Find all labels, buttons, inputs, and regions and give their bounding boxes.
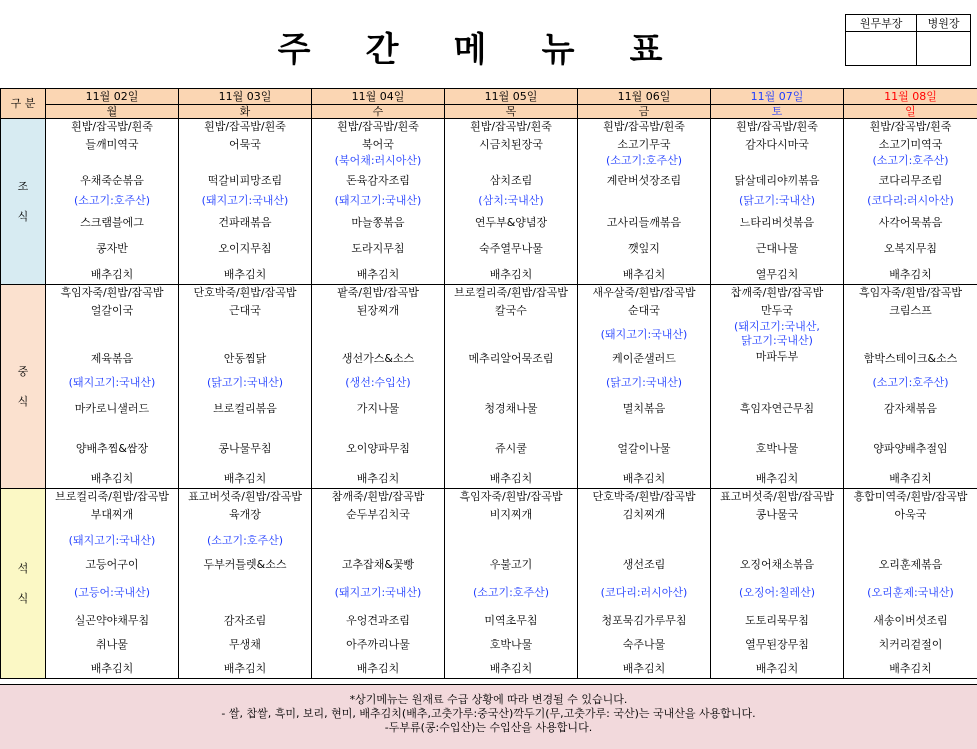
menu-item: 찹깨죽/흰밥/잡곡밥: [730, 286, 824, 299]
menu-item: 고사리들깨볶음: [606, 216, 682, 229]
menu-item: 쥬시쿨: [495, 442, 527, 455]
menu-item: 북어국: [362, 138, 394, 151]
menu-item: 청포묵김가루무침: [601, 614, 687, 627]
menu-item: 케이준샐러드: [612, 352, 676, 365]
menu-item: 미역초무침: [484, 614, 538, 627]
day-date: 11월 06일: [578, 89, 711, 105]
menu-item: 떡갈비피망조림: [207, 174, 283, 187]
day-name: 목: [445, 105, 578, 119]
menu-item: 배추김치: [489, 472, 533, 485]
menu-item: 열무김치: [755, 268, 799, 281]
menu-item: 아욱국: [894, 508, 927, 521]
approval-box: [845, 14, 971, 66]
menu-item: 느타리버섯볶음: [739, 216, 815, 229]
approval-sign-1: [846, 32, 917, 66]
origin-note: (닭고기:국내산): [738, 194, 816, 207]
menu-item: 안동찜닭: [223, 352, 267, 365]
day-name: 월: [46, 105, 179, 119]
menu-item: 마파두부: [755, 350, 799, 363]
menu-cell: [711, 489, 844, 679]
menu-item: 숙주나물: [622, 638, 666, 651]
menu-item: 콩나물무침: [218, 442, 272, 455]
day-name: 화: [179, 105, 312, 119]
meal-row-bf: [1, 119, 977, 285]
menu-item: 흑임자죽/흰밥/잡곡밥: [459, 490, 563, 503]
menu-item: 배추김치: [622, 472, 666, 485]
origin-note: (소고기:호주산): [472, 586, 550, 599]
menu-cell: [711, 119, 844, 285]
menu-item: 우엉견과조림: [346, 614, 410, 627]
menu-item: 얼갈이나물: [617, 442, 671, 455]
menu-item: 표고버섯죽/흰밥/잡곡밥: [188, 490, 302, 503]
menu-item: 배추김치: [622, 662, 666, 675]
menu-item: 배추김치: [90, 472, 134, 485]
origin-note: (소고기:호주산): [206, 534, 284, 547]
menu-item: 근대나물: [755, 242, 799, 255]
day-date: 11월 04일: [312, 89, 445, 105]
menu-item: 오리훈제볶음: [878, 558, 943, 571]
menu-cell: [844, 285, 977, 489]
menu-item: 새우살죽/흰밥/잡곡밥: [592, 286, 696, 299]
menu-item: 배추김치: [755, 662, 799, 675]
menu-cell: [312, 285, 445, 489]
menu-item: 순대국: [628, 304, 660, 317]
menu-item: 콩나물국: [755, 508, 799, 521]
menu-item: 흥합미역죽/흰밥/잡곡밥: [853, 490, 968, 503]
menu-item: 부대찌개: [90, 508, 134, 521]
menu-item: 치커리겉절이: [878, 638, 943, 651]
menu-item: 아주까리나물: [346, 638, 410, 651]
origin-note: (돼지고기:국내산): [201, 194, 289, 207]
origin-note: (오징어:칠레산): [738, 586, 816, 599]
menu-table: [0, 88, 977, 679]
menu-item: 흰밥/잡곡밥/흰죽: [204, 120, 286, 133]
menu-cell: [312, 489, 445, 679]
day-name: 금: [578, 105, 711, 119]
menu-item: 도라지무침: [351, 242, 405, 255]
meal-label: 조 식: [1, 119, 46, 285]
menu-item: 취나물: [96, 638, 128, 651]
menu-cell: [578, 489, 711, 679]
day-date: 11월 05일: [445, 89, 578, 105]
menu-item: 육개장: [229, 508, 261, 521]
menu-item: 고등어구이: [85, 558, 139, 571]
menu-item: 호박나물: [489, 638, 533, 651]
menu-item: 청경채나물: [484, 402, 538, 415]
title-area: [0, 0, 977, 88]
menu-item: 참깨죽/흰밥/잡곡밥: [331, 490, 425, 503]
menu-item: 숙주열무나물: [479, 242, 543, 255]
origin-note: (돼지고기:국내산): [68, 534, 156, 547]
origin-note: (소고기:호주산): [73, 194, 151, 207]
menu-item: 돈육감자조림: [346, 174, 410, 187]
title-char: 간: [365, 30, 399, 70]
origin-note: (오리훈제:국내산): [867, 586, 954, 599]
menu-item: 건파래볶음: [218, 216, 272, 229]
menu-item: 단호박죽/흰밥/잡곡밥: [592, 490, 696, 503]
menu-item: 스크램블에그: [80, 216, 144, 229]
menu-item: 닭살데리야끼볶음: [734, 174, 820, 187]
date-row: [1, 89, 977, 105]
menu-cell: [445, 119, 578, 285]
menu-item: 마카로니샐러드: [74, 402, 150, 415]
menu-item: 우불고기: [489, 558, 533, 571]
menu-cell: [179, 119, 312, 285]
menu-item: 열무된장무침: [745, 638, 809, 651]
menu-item: 표고버섯죽/흰밥/잡곡밥: [720, 490, 834, 503]
title-char: 메: [453, 30, 487, 70]
menu-item: 흰밥/잡곡밥/흰죽: [337, 120, 419, 133]
menu-item: 배추김치: [622, 268, 666, 281]
menu-item: 깻잎지: [628, 242, 660, 255]
menu-cell: [179, 285, 312, 489]
menu-item: 계란버섯장조림: [606, 174, 682, 187]
menu-item: 양파양배추절임: [873, 442, 948, 455]
menu-item: 배추김치: [755, 472, 799, 485]
menu-item: 제육볶음: [90, 352, 134, 365]
menu-item: 만두국: [761, 304, 793, 317]
meal-row-lu: [1, 285, 977, 489]
menu-item: 연두부&양념장: [474, 216, 548, 229]
footer-line: *상기메뉴는 원재료 수급 상황에 따라 변경될 수 있습니다.: [349, 693, 628, 706]
menu-item: 팥죽/흰밥/잡곡밥: [337, 286, 419, 299]
origin-note: (돼지고기:국내산): [334, 194, 422, 207]
origin-note: (삼치:국내산): [478, 194, 544, 207]
menu-item: 오이지무침: [218, 242, 272, 255]
menu-item: 고추잡채&꽃빵: [341, 558, 415, 571]
menu-item: 코다리무조림: [878, 174, 943, 187]
menu-item: 배추김치: [90, 662, 134, 675]
menu-item: 브로컬리죽/흰밥/잡곡밥: [454, 286, 568, 299]
origin-note: (소고기:호주산): [605, 154, 683, 167]
menu-item: 단호박죽/흰밥/잡곡밥: [193, 286, 297, 299]
menu-item: 메추리알어묵조림: [468, 352, 554, 365]
menu-item: 가지나물: [356, 402, 400, 415]
origin-note: (북어채:러시아산): [334, 154, 422, 167]
menu-item: 배추김치: [90, 268, 134, 281]
menu-item: 칼국수: [495, 304, 527, 317]
footer-line: - 쌀, 찹쌀, 흑미, 보리, 현미, 배추김치(배추,고춧가루:중국산)깍두기(무,고춧가루: 국산)는 국내산을 사용합니다.: [221, 707, 756, 720]
menu-item: 배추김치: [889, 472, 932, 485]
menu-item: 김치찌개: [622, 508, 666, 521]
day-name: 일: [844, 105, 977, 119]
menu-item: 흑임자죽/흰밥/잡곡밥: [60, 286, 164, 299]
menu-cell: [445, 489, 578, 679]
menu-cell: [578, 285, 711, 489]
menu-item: 배추김치: [889, 268, 932, 281]
menu-item: 흰밥/잡곡밥/흰죽: [470, 120, 552, 133]
origin-note: (돼지고기:국내산): [334, 586, 422, 599]
menu-item: 오징어채소볶음: [739, 558, 815, 571]
menu-item: 감자다시마국: [745, 138, 809, 151]
menu-item: 배추김치: [489, 268, 533, 281]
day-name: 수: [312, 105, 445, 119]
menu-item: 배추김치: [223, 662, 267, 675]
menu-item: 비지찌개: [489, 508, 533, 521]
menu-item: 오복지무침: [883, 242, 938, 255]
menu-item: 흑임자죽/흰밥/잡곡밥: [858, 286, 963, 299]
menu-item: 된장찌개: [356, 304, 400, 317]
menu-item: 흰밥/잡곡밥/흰죽: [869, 120, 952, 133]
menu-item: 소고기무국: [617, 138, 671, 151]
title-char: 뉴: [541, 30, 575, 70]
approval-sign-2: [917, 32, 971, 66]
meal-label: 석 식: [1, 489, 46, 679]
menu-cell: [46, 119, 179, 285]
footer-line: -두부류(콩:수입산)는 수입산을 사용합니다.: [384, 721, 593, 734]
title-char: 주: [277, 30, 311, 70]
origin-note: 닭고기:국내산): [741, 334, 813, 347]
origin-note: (닭고기:국내산): [206, 376, 284, 389]
menu-item: 얼갈이국: [90, 304, 134, 317]
origin-note: (소고기:호주산): [872, 154, 949, 167]
menu-item: 배추김치: [356, 662, 400, 675]
menu-item: 흰밥/잡곡밥/흰죽: [603, 120, 685, 133]
menu-item: 배추김치: [489, 662, 533, 675]
menu-cell: [46, 489, 179, 679]
day-name: 토: [711, 105, 844, 119]
menu-cell: [312, 119, 445, 285]
menu-item: 흰밥/잡곡밥/흰죽: [71, 120, 153, 133]
page-title: [250, 22, 690, 71]
menu-item: 마늘쫑볶음: [351, 216, 405, 229]
menu-item: 브로컬리볶음: [213, 402, 277, 415]
origin-note: (닭고기:국내산): [605, 376, 683, 389]
menu-item: 멸치볶음: [622, 402, 666, 415]
menu-item: 들깨미역국: [85, 138, 139, 151]
origin-note: (생선:수입산): [345, 376, 411, 389]
menu-item: 배추김치: [889, 662, 932, 675]
menu-cell: [445, 285, 578, 489]
menu-item: 양배추찜&쌈장: [75, 442, 149, 455]
menu-item: 함박스테이크&소스: [863, 352, 958, 365]
menu-item: 새송이버섯조림: [873, 614, 948, 627]
menu-item: 오이양파무침: [346, 442, 410, 455]
menu-item: 배추김치: [356, 472, 400, 485]
origin-note: (소고기:호주산): [872, 376, 949, 389]
footer-notes: [0, 684, 977, 749]
menu-item: 호박나물: [755, 442, 799, 455]
menu-item: 배추김치: [356, 268, 400, 281]
menu-item: 사각어묵볶음: [878, 216, 943, 229]
approval-label-2: 병원장: [917, 15, 971, 32]
menu-item: 배추김치: [223, 472, 267, 485]
origin-note: (돼지고기:국내산): [68, 376, 156, 389]
menu-cell: [844, 489, 977, 679]
menu-cell: [578, 119, 711, 285]
menu-cell: [46, 285, 179, 489]
day-row: [1, 105, 977, 119]
meal-row-di: [1, 489, 977, 679]
menu-item: 생선조림: [622, 558, 666, 571]
menu-item: 생선가스&소스: [341, 352, 415, 365]
menu-cell: [711, 285, 844, 489]
day-date: 11월 07일: [711, 89, 844, 105]
menu-item: 삼치조림: [489, 174, 533, 187]
menu-item: 어묵국: [229, 138, 261, 151]
day-date: 11월 03일: [179, 89, 312, 105]
meal-label: 중 식: [1, 285, 46, 489]
menu-item: 감자채볶음: [883, 402, 938, 415]
menu-item: 두부커틀렛&소스: [203, 558, 287, 571]
origin-note: (코다리:러시아산): [867, 194, 954, 207]
origin-note: (고등어:국내산): [73, 586, 151, 599]
menu-item: 감자조림: [223, 614, 267, 627]
menu-item: 시금치된장국: [479, 138, 543, 151]
menu-item: 순두부김치국: [346, 508, 410, 521]
origin-note: (돼지고기:국내산): [600, 328, 688, 341]
origin-note: (돼지고기:국내산,: [734, 320, 820, 333]
menu-cell: [844, 119, 977, 285]
gubun-label: 구 분: [1, 89, 46, 119]
menu-item: 도토리묵무침: [745, 614, 809, 627]
menu-item: 배추김치: [223, 268, 267, 281]
menu-item: 근대국: [229, 304, 261, 317]
title-char: 표: [629, 30, 663, 70]
menu-item: 실곤약야채무침: [74, 614, 150, 627]
menu-item: 흑임자연근무침: [739, 402, 815, 415]
menu-item: 크림스프: [889, 304, 932, 317]
day-date: 11월 02일: [46, 89, 179, 105]
day-date: 11월 08일: [844, 89, 977, 105]
menu-item: 우채죽순볶음: [80, 174, 144, 187]
menu-item: 콩자반: [96, 242, 128, 255]
menu-item: 브로컬리죽/흰밥/잡곡밥: [55, 490, 169, 503]
menu-item: 소고기미역국: [878, 138, 943, 151]
origin-note: (코다리:러시아산): [600, 586, 688, 599]
menu-cell: [179, 489, 312, 679]
menu-item: 무생채: [229, 638, 261, 651]
approval-label-1: 원무부장: [846, 15, 917, 32]
menu-item: 흰밥/잡곡밥/흰죽: [736, 120, 818, 133]
